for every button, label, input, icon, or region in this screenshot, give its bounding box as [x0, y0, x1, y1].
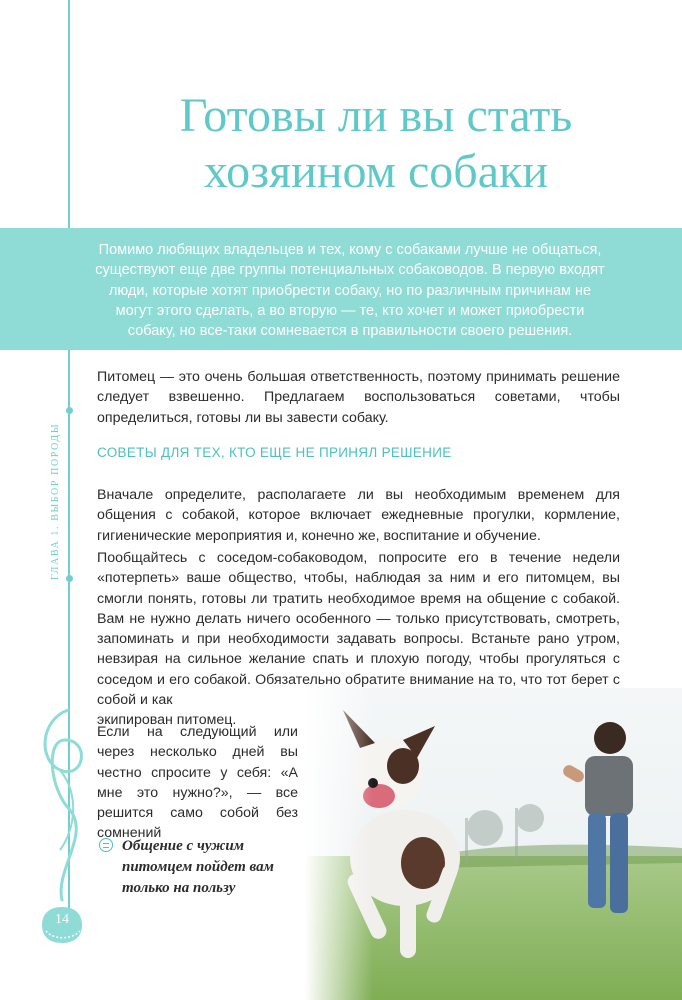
paragraph-question: Если на следующий или через несколько дней вы честно спросите у себя: «А мне это нужно?», — все решится само собой без сомнений — [97, 724, 298, 842]
page-number: 14 — [55, 912, 69, 927]
arrow-circle-icon — [99, 838, 113, 852]
page-title — [70, 88, 682, 200]
lead-text: Помимо любящих владельцев и тех, кому с собаками лучше не общаться, существуют еще две группы потенциальных собаководов. В первую входят люди, которые хотят приобрести собаку, но по различным причинам не могут этого сделать, а во вторую — те, кто хочет и может приобрести собаку, но все-таки сомневается в правильности своего решения. — [95, 242, 605, 340]
chapter-label-text: ГЛАВА 1. ВЫБОР ПОРОДЫ — [50, 422, 61, 580]
page-title-line-1: Готовы ли вы стать — [179, 89, 573, 142]
photo-caption: Общение с чужим питомцем пойдет вам только на пользу — [122, 838, 274, 896]
decorative-swirl — [30, 700, 100, 940]
paragraph-time: Вначале определите, располагаете ли вы необходимым временем для общения с собакой, которое включает ежедневные прогулки, кормление, гигиенические мероприятия и, конечно же, воспитание и обучение. — [97, 487, 620, 544]
margin-dot-bottom — [66, 575, 73, 582]
paragraph-neighbor-main: Пообщайтесь с соседом-собаководом, попросите его в течение недели «потерпеть» ваше общество, чтобы, наблюдая за ним и его питомцем, вы смогли понять, готовы ли тратить необходимое время на общение с собакой. Вам не нужно делать ничего особенного — только присутствовать, смотреть, запоминать и при необходимости задавать вопросы. Встаньте рано утром, невзирая на сильное желание спать и плохую погоду, чтобы прогуляться с соседом и его собакой. Обязательно обратите внимание на то, что тот берет с собой и как — [97, 550, 620, 709]
paragraph-intro: Питомец — это очень большая ответственность, поэтому принимать решение следует взвешенно. Предлагаем воспользоваться советами, чтобы определиться, готовы ли вы завести собаку. — [97, 369, 620, 426]
section-heading: СОВЕТЫ ДЛЯ ТЕХ, КТО ЕЩЕ НЕ ПРИНЯЛ РЕШЕНИЕ — [97, 445, 452, 460]
page-title-line-2: хозяином собаки — [203, 145, 549, 198]
paragraph-neighbor-tail: экипирован питомец. — [97, 712, 237, 729]
margin-dot-top — [66, 407, 73, 414]
dog-photo — [305, 688, 682, 1000]
